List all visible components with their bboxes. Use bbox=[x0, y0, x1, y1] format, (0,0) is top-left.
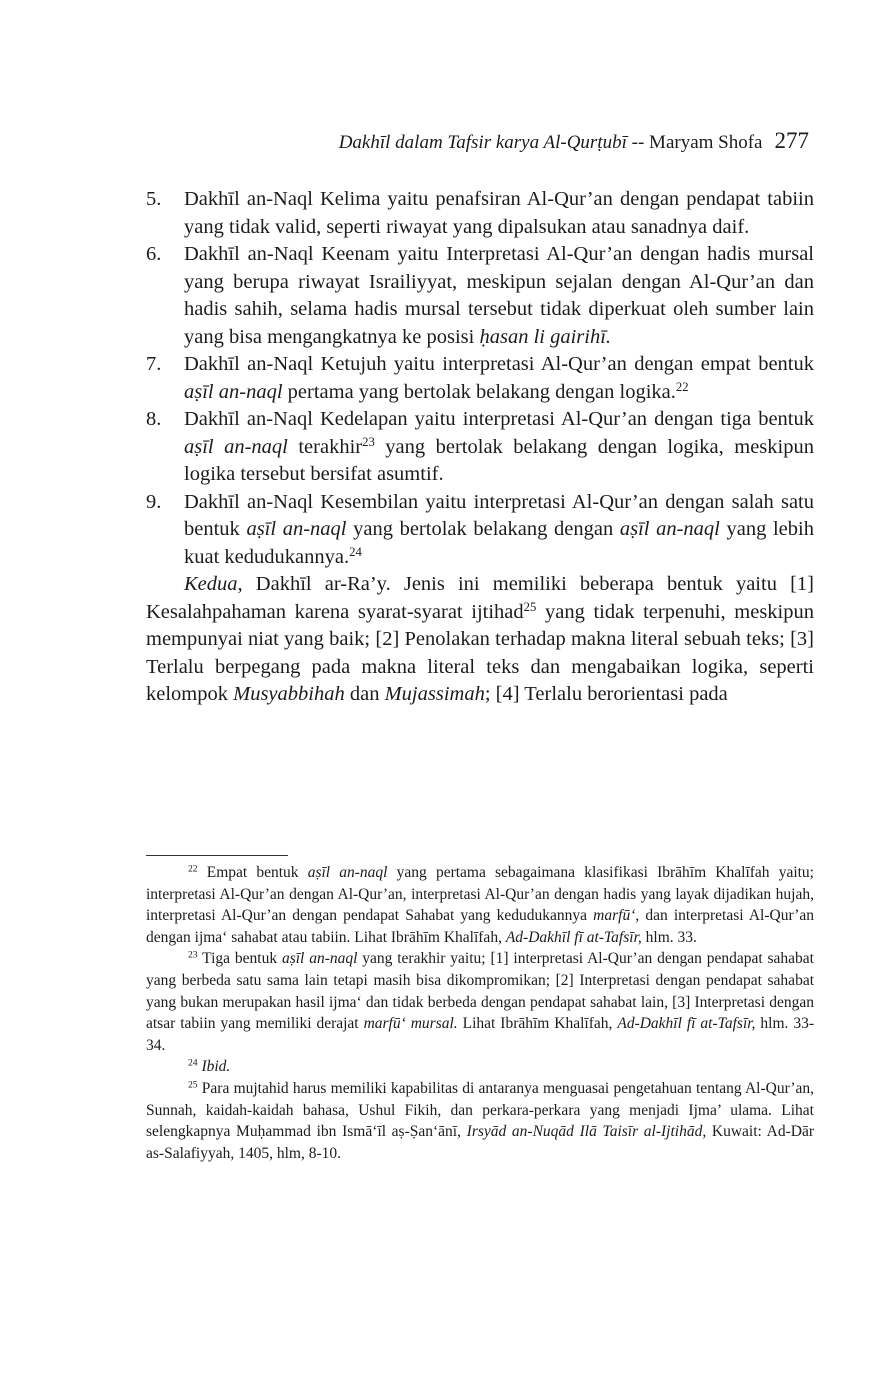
footnote-italic: aṣīl an-naql bbox=[307, 864, 388, 881]
list-item-text: Dakhīl an-Naql Kesembilan yaitu interpretasi Al-Qur’an dengan salah satu bentuk bbox=[184, 490, 814, 540]
footnote-italic: aṣīl an-naql bbox=[281, 950, 358, 968]
footnote-text: Kuwait: Ad-Dār as-Salafiyyah, 1405, hlm, 8-10. bbox=[146, 1123, 815, 1162]
list-item-text: Dakhīl an-Naql Ketujuh yaitu interpretasi Al-Qur’an dengan empat bentuk bbox=[184, 353, 814, 375]
list-item-italic: aṣīl an-naql bbox=[619, 518, 720, 540]
list-item-number: 8. bbox=[146, 408, 162, 430]
list-item-number: 7. bbox=[146, 353, 162, 375]
list-item bbox=[146, 241, 814, 351]
running-head-separator: -- bbox=[626, 132, 650, 153]
footnote-text: Lihat Ibrāhīm Khalīfah, bbox=[457, 1015, 618, 1033]
footnote-number: 24 bbox=[188, 1058, 198, 1070]
list-item-italic: aṣīl an-naql bbox=[184, 380, 283, 403]
list-item-text: Dakhīl an-Naql Kedelapan yaitu interpretasi Al-Qur’an dengan tiga bentuk bbox=[184, 408, 814, 430]
footnote-number: 23 bbox=[188, 950, 198, 962]
footnote-ref[interactable]: 22 bbox=[675, 379, 689, 394]
footnote-23 bbox=[146, 948, 814, 1056]
footnote-divider bbox=[146, 855, 288, 856]
list-item bbox=[146, 489, 814, 572]
list-item-text: pertama yang bertolak belakang dengan logika. bbox=[282, 380, 676, 403]
list-item-text: yang bertolak belakang dengan logika, meskipun logika tersebut bersifat asumtif. bbox=[184, 435, 814, 485]
footnote-text: hlm. 33-34. bbox=[146, 1015, 814, 1054]
footnote-ref[interactable]: 23 bbox=[362, 434, 375, 449]
list-item-italic: aṣīl an-naql bbox=[246, 518, 347, 540]
running-head-title: Dakhīl dalam Tafsir karya Al-Qurṭubī bbox=[338, 132, 627, 153]
list-item bbox=[146, 406, 814, 489]
list-item-italic: aṣīl an-naql bbox=[184, 435, 288, 458]
footnote-22 bbox=[146, 862, 814, 948]
footnote-italic: Ibid. bbox=[197, 1058, 231, 1076]
footnote-ref[interactable]: 25 bbox=[523, 599, 537, 614]
footnote-24 bbox=[146, 1056, 814, 1078]
list-item-text: Dakhīl an-Naql Kelima yaitu penafsiran Al-Qur’an dengan pendapat tabiin yang tidak valid, seperti riwayat yang dipalsukan atau sanadnya daif. bbox=[184, 188, 814, 238]
footnote-italic: Ad-Dakhīl fī at-Tafsīr, bbox=[617, 1015, 756, 1033]
footnote-text: Empat bentuk bbox=[197, 864, 308, 881]
footnotes bbox=[146, 862, 814, 1164]
footnote-text: yang pertama sebagaimana klasifikasi Ibrāhīm Khalīfah yaitu; interpretasi Al-Qur’an dengan Al-Qur’an, interpretasi Al-Qur’an dengan hadis yang layak dijadikan hujah, interpretasi Al-Qur’an dengan pendapat Sahabat yang kedudukannya bbox=[146, 864, 814, 925]
footnote-italic: Irsyād an-Nuqād Ilā Taisīr al-Ijtihād, bbox=[466, 1123, 707, 1141]
paragraph-italic: Mujassimah bbox=[384, 683, 485, 705]
list-item-number: 9. bbox=[146, 490, 162, 513]
running-head bbox=[339, 128, 809, 154]
running-head-author: Maryam Shofa bbox=[649, 132, 763, 153]
list-item-number: 5. bbox=[146, 188, 162, 210]
paragraph-italic: Kedua, bbox=[184, 573, 243, 595]
paragraph-text: ; [4] Terlalu berorientasi pada bbox=[484, 683, 728, 705]
footnote-italic: marfū‘ mursal. bbox=[363, 1015, 458, 1033]
footnote-text: hlm. 33. bbox=[641, 928, 697, 946]
footnote-text: yang terakhir yaitu; [1] interpretasi Al-Qur’an dengan pendapat sahabat yang berbeda satu sama lain tetapi masih bisa dikompromikan; [2] Interpretasi dengan pendapat sahabat yang bukan merupakan hasil ijma‘ dan tidak berbeda dengan pendapat sahabat lain, [3] Interpretasi dengan atsar tabiin yang memiliki derajat bbox=[146, 950, 814, 1033]
body-paragraph bbox=[146, 571, 814, 709]
list-item-number: 6. bbox=[146, 243, 162, 265]
footnote-number: 22 bbox=[188, 863, 198, 875]
dakhil-list bbox=[146, 186, 814, 571]
footnote-text: Para mujtahid harus memiliki kapabilitas di antaranya menguasai pengetahuan tentang Al-Qur’an, Sunnah, kaidah-kaidah bahasa, Ushul Fikih, dan perkara-perkara yang menjadi Ijma’ ulama. Lihat selengkapnya Muḥammad ibn Ismā‘īl aṣ-Ṣan‘ānī, bbox=[146, 1079, 814, 1141]
page-number: 277 bbox=[774, 128, 809, 153]
footnote-text: , dan interpretasi Al-Qur’an dengan ijma‘ sahabat atau tabiin. Lihat Ibrāhīm Khalīfah, bbox=[146, 907, 814, 946]
footnote-italic: marfū‘ bbox=[593, 907, 636, 925]
main-text bbox=[146, 186, 814, 709]
paragraph-text: dan bbox=[344, 683, 385, 705]
footnote-ref[interactable]: 24 bbox=[349, 544, 362, 559]
list-item-text: yang bertolak belakang dengan bbox=[346, 518, 620, 540]
paragraph-italic: Musyabbihah bbox=[233, 683, 345, 705]
list-item bbox=[146, 351, 814, 406]
list-item-text: yang lebih kuat kedudukannya. bbox=[184, 518, 814, 568]
list-item-italic: ḥasan li gairihī. bbox=[479, 325, 612, 348]
list-item bbox=[146, 186, 814, 241]
list-item-text: Dakhīl an-Naql Keenam yaitu Interpretasi Al-Qur’an dengan hadis mursal yang berupa riwayat Israiliyyat, meskipun sejalan dengan Al-Qur’an dan hadis sahih, selama hadis mursal tersebut tidak diperkuat oleh sumber lain yang bisa mengangkatnya ke posisi bbox=[184, 243, 814, 348]
list-item-text: terakhir bbox=[287, 435, 363, 458]
footnote-25 bbox=[146, 1078, 814, 1164]
paragraph-text: yang tidak terpenuhi, meskipun mempunyai niat yang baik; [2] Penolakan terhadap makna literal sebuah teks; [3] Terlalu berpegang pada makna literal teks dan mengabaikan logika, seperti kelompok bbox=[146, 600, 814, 705]
footnote-italic: Ad-Dakhīl fī at-Tafsīr, bbox=[505, 928, 642, 946]
footnote-number: 25 bbox=[188, 1079, 198, 1091]
footnote-text: Tiga bentuk bbox=[197, 950, 282, 968]
paragraph-text: Dakhīl ar-Ra’y. Jenis ini memiliki beberapa bentuk yaitu [1] Kesalahpahaman karena syarat-syarat ijtihad bbox=[146, 573, 814, 623]
